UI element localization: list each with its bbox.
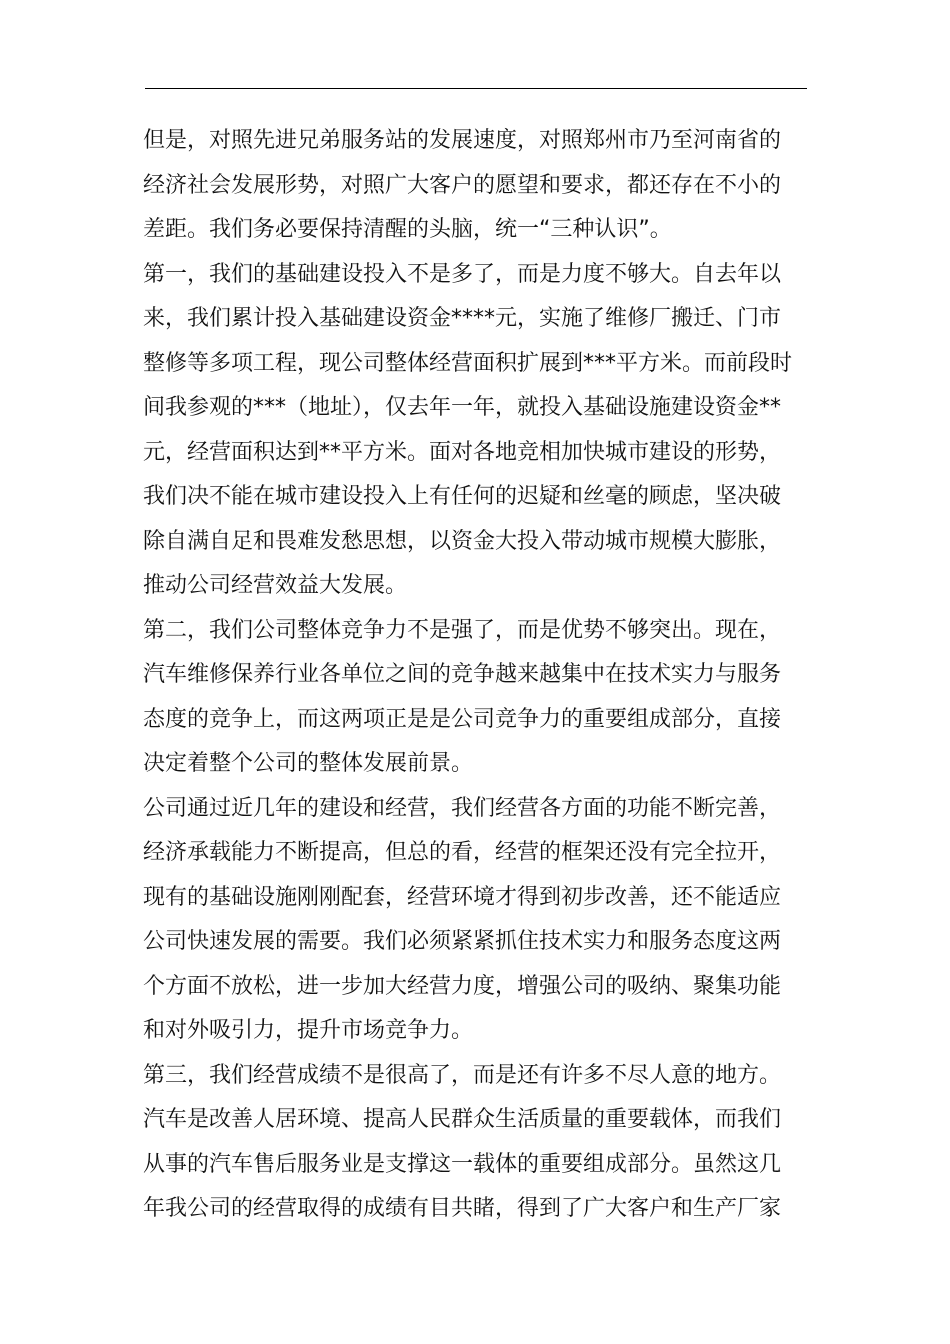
text-line: 第一，我们的基础建设投入不是多了，而是力度不够大。自去年以 bbox=[143, 261, 782, 287]
text-line: 元，经营面积达到**平方米。面对各地竞相加快城市建设的形势， bbox=[143, 439, 782, 465]
header-rule bbox=[145, 88, 807, 89]
text-line: 差距。我们务必要保持清醒的头脑，统一“三种认识”。 bbox=[143, 217, 672, 242]
text-line: 推动公司经营效益大发展。 bbox=[143, 573, 408, 598]
text-line: 个方面不放松，进一步加大经营力度，增强公司的吸纳、聚集功能 bbox=[143, 973, 782, 999]
paragraph bbox=[143, 253, 809, 609]
text-line: 汽车维修保养行业各单位之间的竞争越来越集中在技术实力与服务 bbox=[143, 662, 782, 687]
text-line: 整修等多项工程，现公司整体经营面积扩展到***平方米。而前段时 bbox=[143, 350, 793, 376]
paragraph bbox=[143, 119, 809, 253]
text-line: 除自满自足和畏难发愁思想，以资金大投入带动城市规模大膨胀， bbox=[143, 528, 782, 554]
text-line: 态度的竞争上，而这两项正是是公司竞争力的重要组成部分，直接 bbox=[143, 706, 782, 732]
text-line: 第二，我们公司整体竞争力不是强了，而是优势不够突出。现在， bbox=[143, 617, 782, 643]
text-line: 现有的基础设施刚刚配套，经营环境才得到初步改善，还不能适应 bbox=[143, 884, 782, 910]
text-line: 我们决不能在城市建设投入上有任何的迟疑和丝毫的顾虑，坚决破 bbox=[143, 484, 782, 509]
text-line: 和对外吸引力，提升市场竞争力。 bbox=[143, 1018, 474, 1043]
text-line: 公司通过近几年的建设和经营，我们经营各方面的功能不断完善， bbox=[143, 795, 782, 821]
text-line: 经济承载能力不断提高，但总的看，经营的框架还没有完全拉开， bbox=[143, 840, 782, 865]
text-line: 但是，对照先进兄弟服务站的发展速度，对照郑州市乃至河南省的 bbox=[143, 128, 782, 153]
text-line: 间我参观的***（地址），仅去年一年，就投入基础设施建设资金** bbox=[143, 395, 782, 420]
document-body bbox=[143, 119, 809, 1232]
text-line: 从事的汽车售后服务业是支撑这一载体的重要组成部分。虽然这几 bbox=[143, 1151, 782, 1177]
paragraph bbox=[143, 609, 809, 787]
text-line: 来，我们累计投入基础建设资金****元，实施了维修厂搬迁、门市 bbox=[143, 306, 782, 331]
text-line: 第三，我们经营成绩不是很高了，而是还有许多不尽人意的地方。 bbox=[143, 1062, 782, 1088]
text-line: 年我公司的经营取得的成绩有目共睹，得到了广大客户和生产厂家 bbox=[143, 1196, 782, 1221]
paragraph bbox=[143, 1054, 809, 1232]
text-line: 公司快速发展的需要。我们必须紧紧抓住技术实力和服务态度这两 bbox=[143, 929, 782, 954]
text-line: 经济社会发展形势，对照广大客户的愿望和要求，都还存在不小的 bbox=[143, 172, 782, 198]
text-line: 汽车是改善人居环境、提高人民群众生活质量的重要载体，而我们 bbox=[143, 1107, 782, 1132]
paragraph bbox=[143, 787, 809, 1054]
text-line: 决定着整个公司的整体发展前景。 bbox=[143, 751, 474, 776]
